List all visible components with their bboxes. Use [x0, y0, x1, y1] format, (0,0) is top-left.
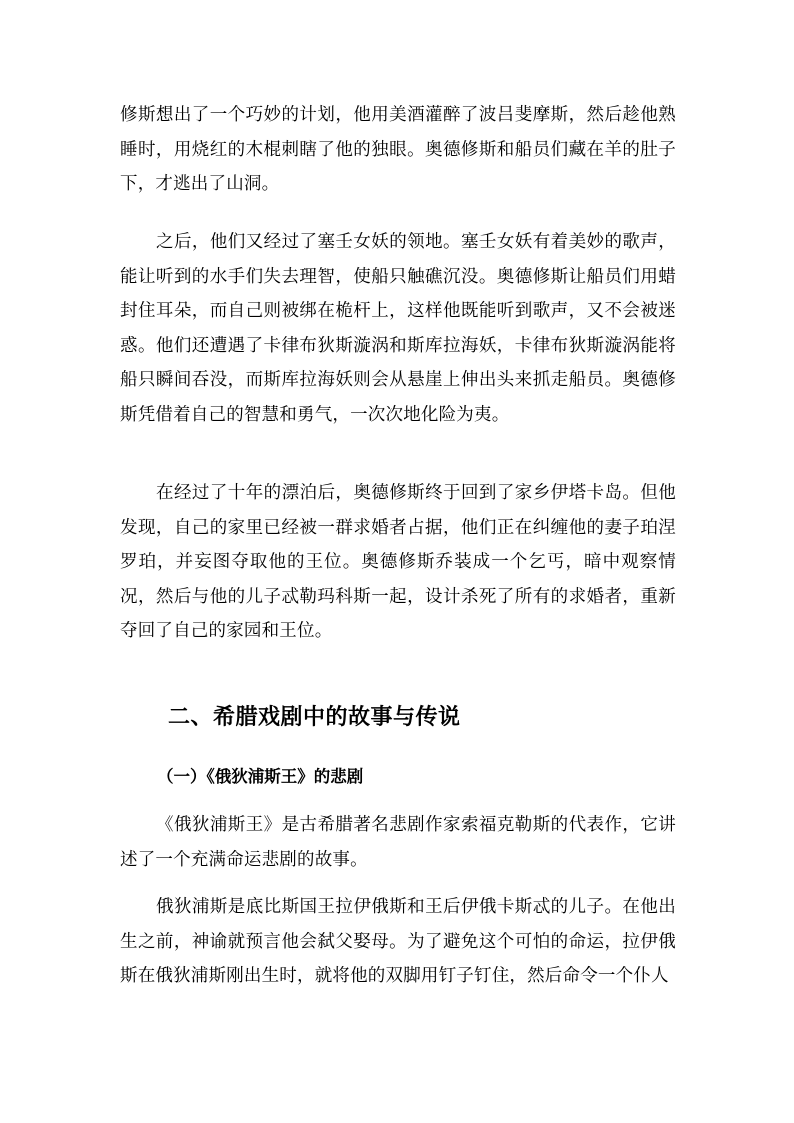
paragraph-oedipus-intro: 《俄狄浦斯王》是古希腊著名悲剧作家索福克勒斯的代表作，它讲述了一个充满命运悲剧的故事。	[120, 815, 676, 870]
paragraph-oedipus-story: 俄狄浦斯是底比斯国王拉伊俄斯和王后伊俄卡斯忒的儿子。在他出生之前，神谕就预言他会弑父娶母。为了避免这个可怕的命运，拉伊俄斯在俄狄浦斯刚出生时，就将他的双脚用钉子钉住，然后命令一个仆人	[120, 897, 676, 986]
paragraph-odysseus-cyclops: 修斯想出了一个巧妙的计划，他用美酒灌醉了波吕斐摩斯，然后趁他熟睡时，用烧红的木棍刺瞎了他的独眼。奥德修斯和船员们藏在羊的肚子下，才逃出了山洞。	[120, 105, 676, 194]
subsection-heading: （一）《俄狄浦斯王》的悲剧	[157, 767, 364, 786]
paragraph-sirens: 之后，他们又经过了塞壬女妖的领地。塞壬女妖有着美妙的歌声，能让听到的水手们失去理智，使船只触礁沉没。奥德修斯让船员们用蜡封住耳朵，而自己则被绑在桅杆上，这样他既能听到歌声，又不会被迷惑。他们还遭遇了卡律布狄斯漩涡和斯库拉海妖，卡律布狄斯漩涡能将船只瞬间吞没，而斯库拉海妖则会从悬崖上伸出头来抓走船员。奥德修斯凭借着自己的智慧和勇气，一次次地化险为夷。	[120, 232, 676, 425]
paragraph-return-ithaca: 在经过了十年的漂泊后，奥德修斯终于回到了家乡伊塔卡岛。但他发现，自己的家里已经被一群求婚者占据，他们正在纠缠他的妻子珀涅罗珀，并妄图夺取他的王位。奥德修斯乔装成一个乞丐，暗中观察情况，然后与他的儿子忒勒玛科斯一起，设计杀死了所有的求婚者，重新夺回了自己的家园和王位。	[120, 483, 676, 641]
section-heading: 二、希腊戏剧中的故事与传说	[168, 705, 461, 730]
